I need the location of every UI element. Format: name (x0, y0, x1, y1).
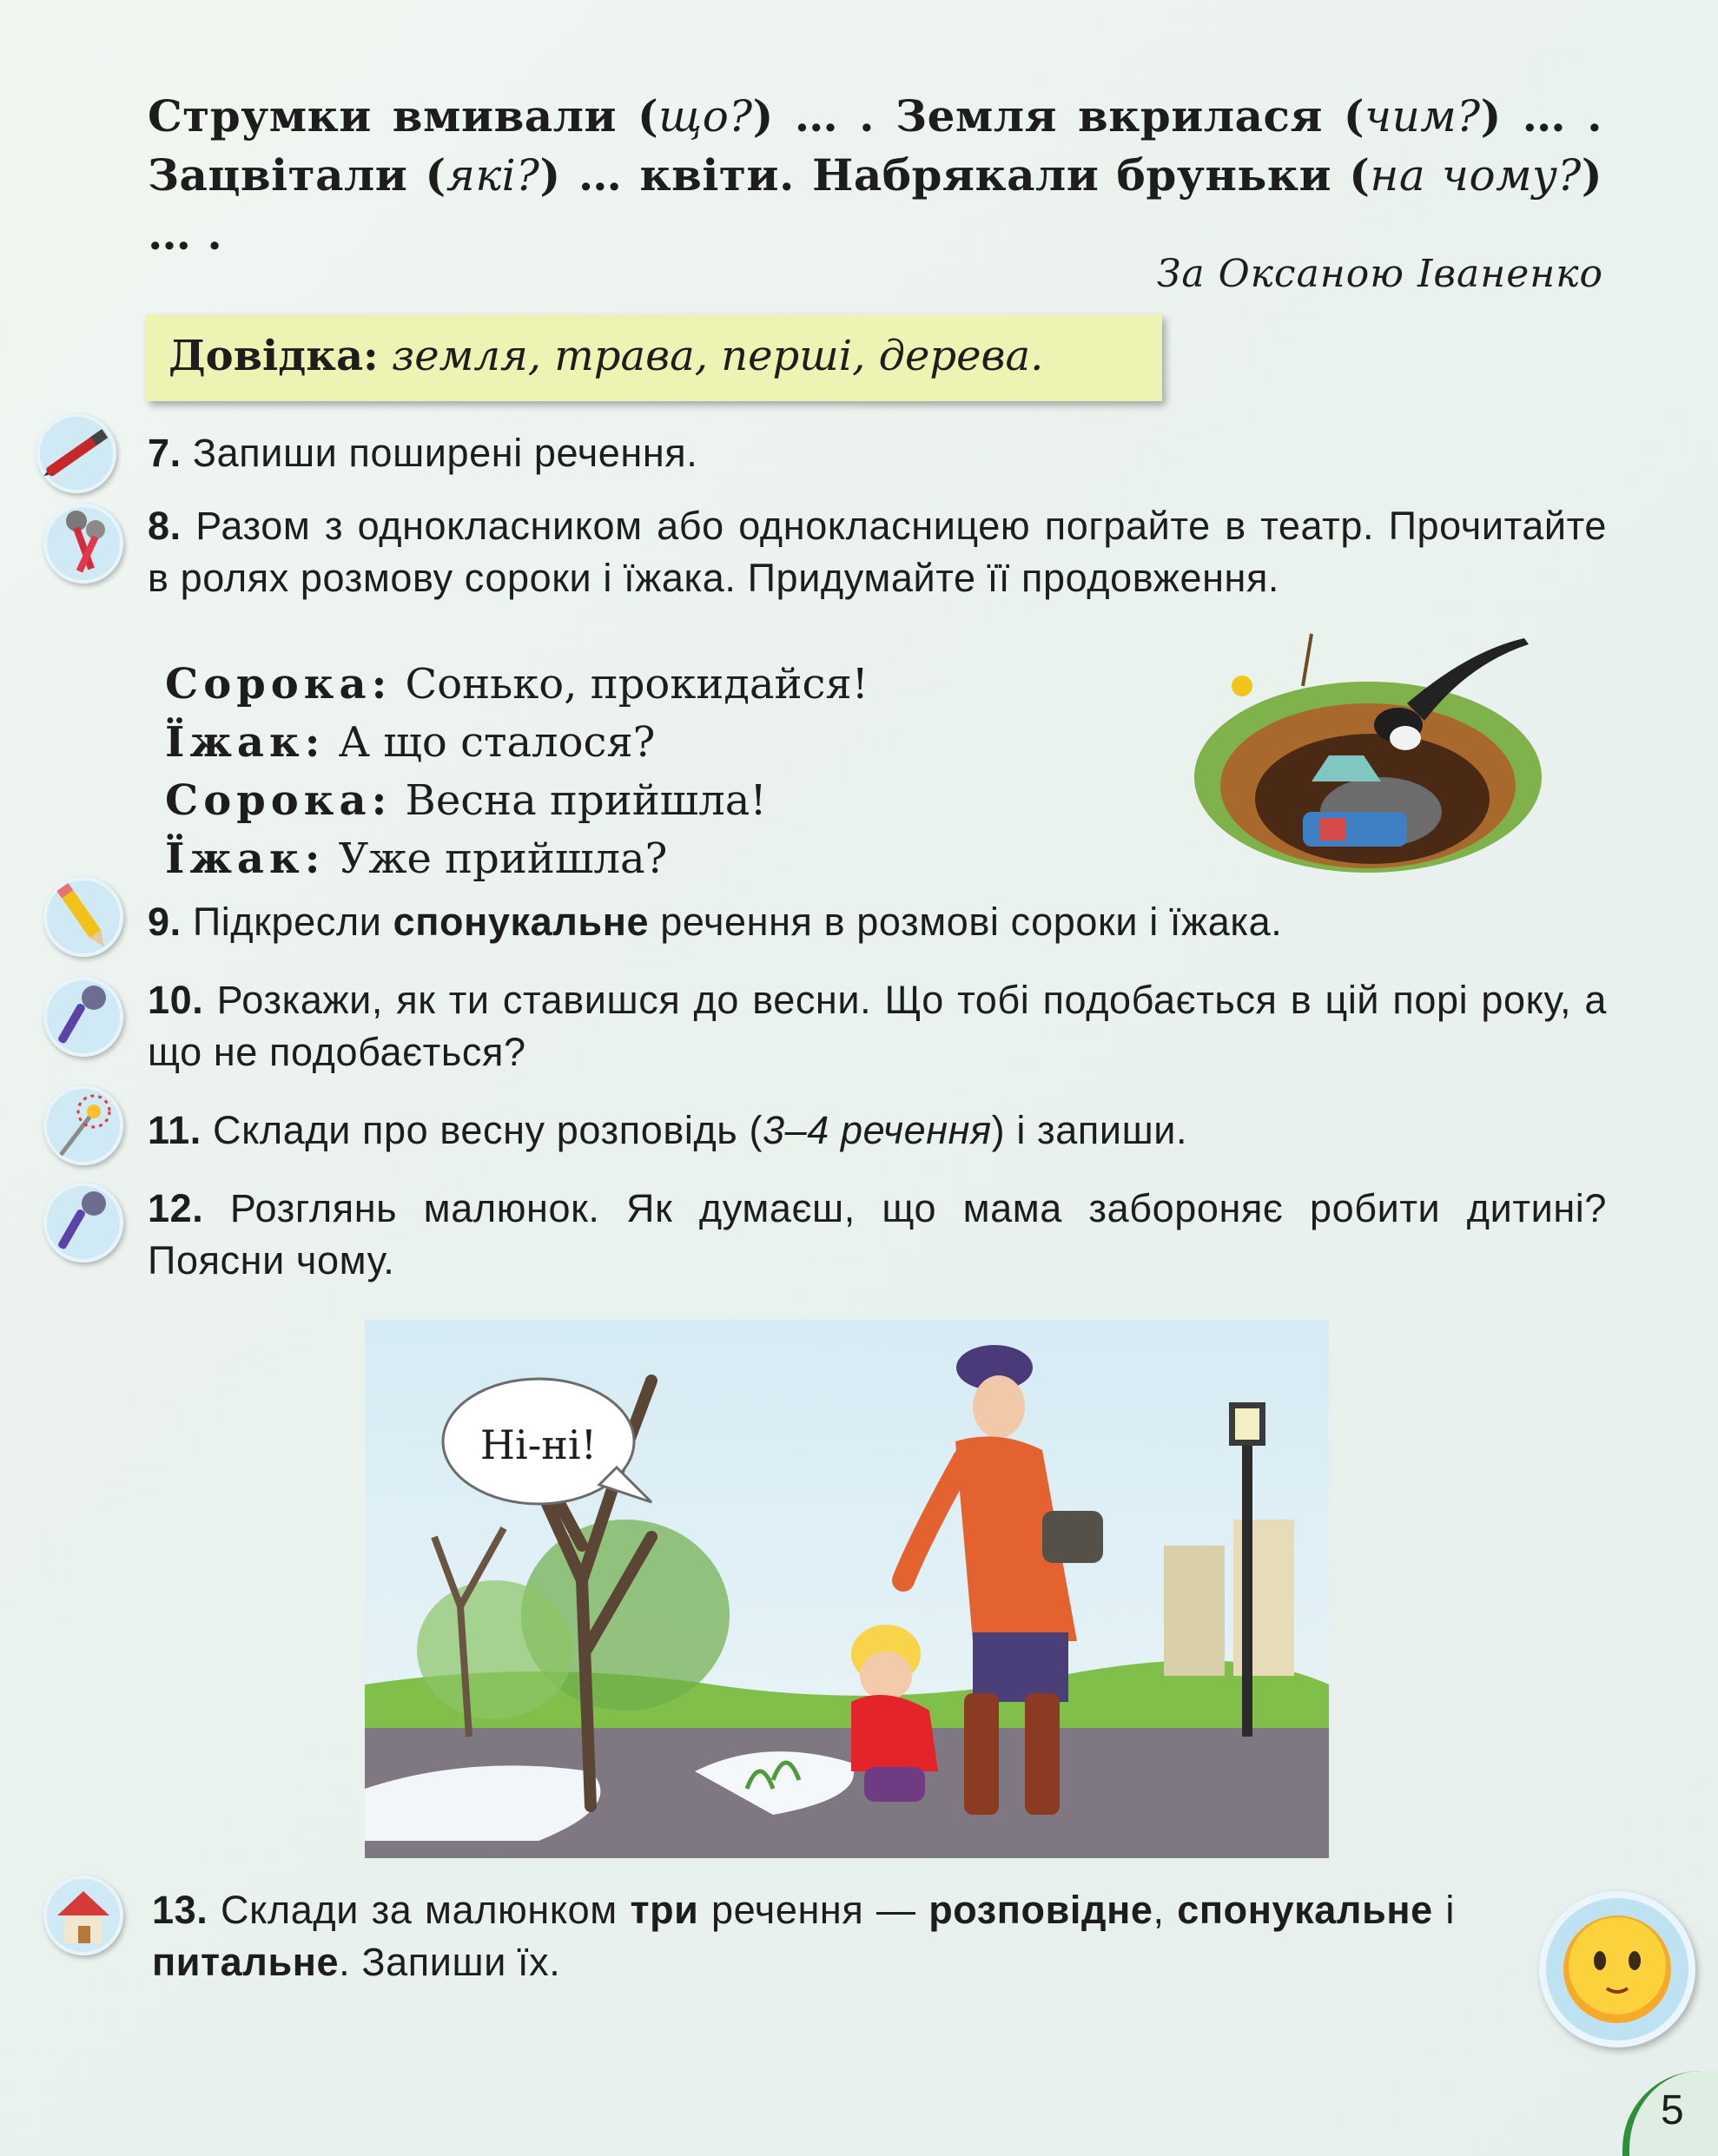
dialog-line-4: Їжак: Уже прийшла? (165, 834, 668, 883)
task-10: 10. Розкажи, як ти ставишся до весни. Що тобі подобається в цій порі року, а що не подобається? (148, 978, 1607, 1074)
story-author: За Оксаною Іваненко (1156, 252, 1603, 296)
task-11: 11. Склади про весну розповідь (3–4 речення) і запиши. (148, 1108, 1188, 1152)
pencil-icon (43, 877, 123, 957)
task-13: 13. Склади за малюнком три речення — розповідне, спонукальне і питальне. Запиши їх. (152, 1888, 1455, 1984)
dialog-line-1: Сорока: Сонько, прокидайся! (165, 660, 869, 709)
page-number: 5 (1661, 2087, 1684, 2133)
hint-box (146, 314, 1162, 401)
dialog-line-2: Їжак: А що сталося? (165, 718, 656, 767)
page-number-tab (1622, 2071, 1718, 2156)
task-7: 7. Запиши поширені речення. (148, 431, 698, 475)
microphone-icon (43, 977, 123, 1057)
pen-icon (36, 413, 116, 493)
speech-bubble-text: Ні-ні! (479, 1421, 598, 1468)
microphones-icon (43, 504, 123, 584)
story-paragraph: Струмки вмивали (що?) … . Земля вкрилася (чим?) … . Зацвітали (які?) … квіти. Набрякали бруньки (на чому?) … . (148, 90, 1603, 260)
smiley-icon (1539, 1891, 1695, 2047)
hint-words: земля, трава, перші, дерева. (392, 332, 1044, 380)
house-icon (43, 1876, 123, 1955)
spring-park-illustration (365, 1320, 1329, 1858)
hedgehog-burrow-illustration (1181, 625, 1546, 877)
task-9: 9. Підкресли спонукальне речення в розмові сороки і їжака. (148, 900, 1283, 944)
hint-label: Довідка: (168, 332, 379, 380)
dialog-line-3: Сорока: Весна прийшла! (165, 776, 767, 825)
microphone-icon (43, 1183, 123, 1263)
task-8: 8. Разом з однокласником або однокласницею пограйте в театр. Прочитайте в ролях розмову сороки і їжака. Придумайте її продовження. (148, 504, 1607, 600)
task-12: 12. Розглянь малюнок. Як думаєш, що мама забороняє робити дитині? Поясни чому. (148, 1186, 1608, 1282)
sparkler-icon (43, 1085, 123, 1165)
